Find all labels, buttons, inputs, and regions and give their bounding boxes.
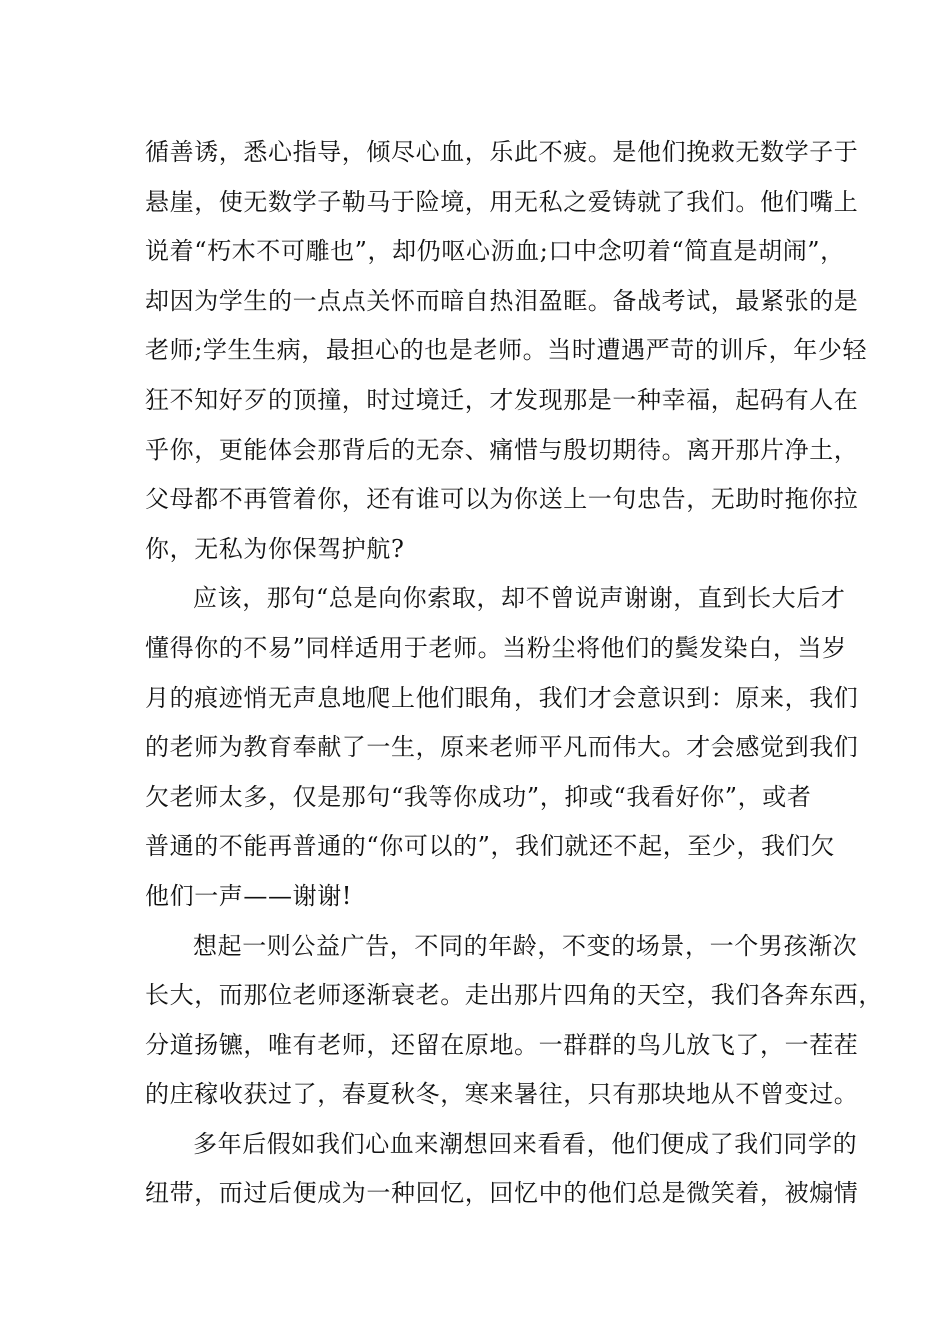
text-line: 悬崖，使无数学子勒马于险境，用无私之爱铸就了我们。他们嘴上: [145, 187, 859, 216]
text-line: 的庄稼收获过了，春夏秋冬，寒来暑往，只有那块地从不曾变过。: [145, 1080, 859, 1109]
paragraph-start-line: 想起一则公益广告，不同的年龄，不变的场景，一个男孩渐次: [193, 931, 858, 960]
text-line: 的老师为教育奉献了一生，原来老师平凡而伟大。才会感觉到我们: [145, 733, 859, 762]
text-line: 普通的不能再普通的“你可以的”，我们就还不起，至少，我们欠: [145, 832, 835, 861]
text-line: 分道扬镳，唯有老师，还留在原地。一群群的鸟儿放飞了，一茬茬: [145, 1030, 859, 1059]
text-line: 乎你，更能体会那背后的无奈、痛惜与殷切期待。离开那片净土，: [145, 435, 859, 464]
text-line: 纽带，而过后便成为一种回忆，回忆中的他们总是微笑着，被煽情: [145, 1179, 859, 1208]
text-line: 长大，而那位老师逐渐衰老。走出那片四角的天空，我们各奔东西，: [145, 981, 883, 1010]
paragraph-start-line: 应该，那句“总是向你索取，却不曾说声谢谢，直到长大后才: [193, 584, 846, 613]
text-line: 月的痕迹悄无声息地爬上他们眼角，我们才会意识到：原来，我们: [145, 683, 859, 712]
text-line: 老师;学生生病，最担心的也是老师。当时遭遇严苛的训斥，年少轻: [145, 336, 868, 365]
text-line: 却因为学生的一点点关怀而暗自热泪盈眶。备战考试，最紧张的是: [145, 286, 859, 315]
text-line: 你，无私为你保驾护航?: [145, 534, 405, 563]
text-line: 循善诱，悉心指导，倾尽心血，乐此不疲。是他们挽救无数学子于: [145, 138, 859, 166]
text-line: 狂不知好歹的顶撞，时过境迁，才发现那是一种幸福，起码有人在: [145, 385, 859, 414]
text-line: 欠老师太多，仅是那句“我等你成功”，抑或“我看好你”，或者: [145, 782, 812, 811]
body-text: [145, 128, 883, 1219]
text-line: 懂得你的不易”同样适用于老师。当粉尘将他们的鬓发染白，当岁: [145, 633, 847, 662]
text-line: 父母都不再管着你，还有谁可以为你送上一句忠告，无助时拖你拉: [145, 485, 859, 514]
paragraph-start-line: 多年后假如我们心血来潮想回来看看，他们便成了我们同学的: [193, 1129, 858, 1158]
text-line: 他们一声——谢谢!: [145, 881, 353, 910]
text-line: 说着“朽木不可雕也”，却仍呕心沥血;口中念叨着“简直是胡闹”，: [145, 237, 845, 266]
